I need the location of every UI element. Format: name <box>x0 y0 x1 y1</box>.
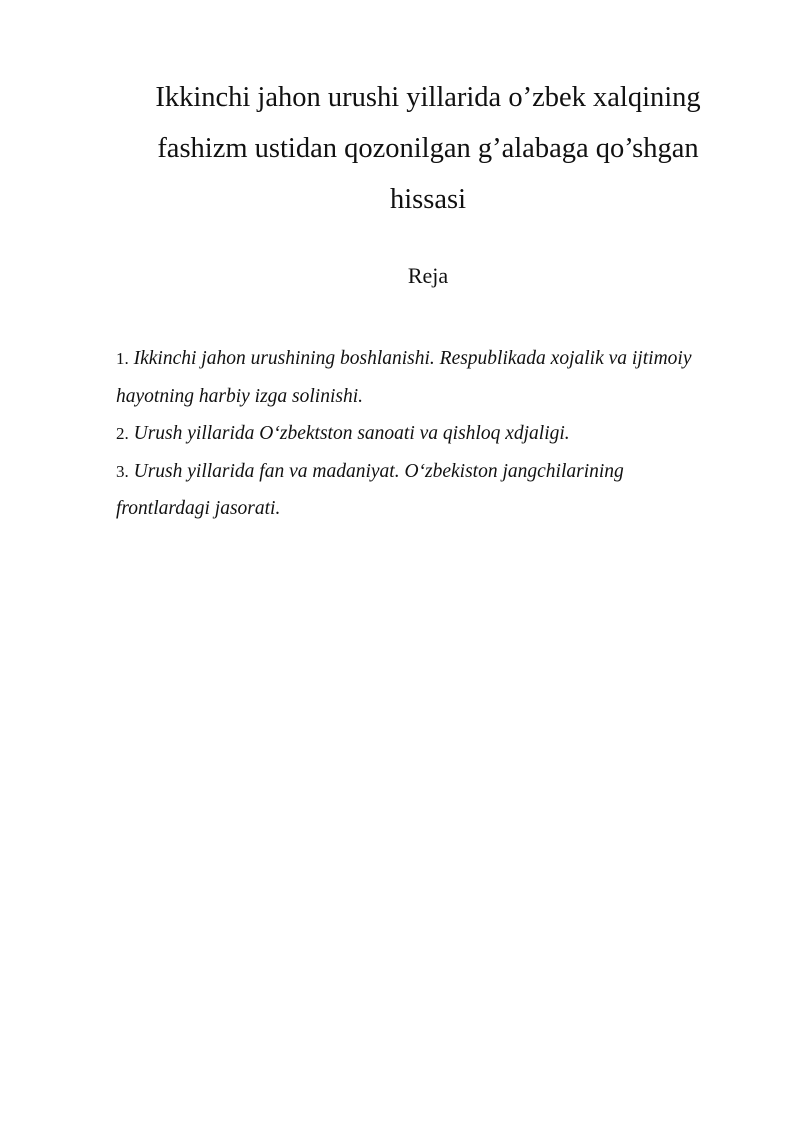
title-line-3: hissasi <box>389 184 466 215</box>
plan-item-3 <box>116 453 716 528</box>
plan-list <box>116 340 716 528</box>
plan-item-text: Urush yillarida O‘zbektston sanoati va qishloq xdjaligi. <box>133 423 570 444</box>
plan-heading: Reja <box>407 263 449 288</box>
plan-item-1 <box>116 340 716 415</box>
plan-item-2 <box>116 415 716 453</box>
plan-item-number: 3. <box>116 461 129 481</box>
plan-item-text: Ikkinchi jahon urushining boshlanishi. Respublikada xojalik va ijtimoiy hayotning harbiy izga solinishi. <box>116 348 692 407</box>
title-line-2: fashizm ustidan qozonilgan g’alabaga qo’shgan <box>157 133 699 164</box>
title-line-1: Ikkinchi jahon urushi yillarida o’zbek xalqining <box>155 82 701 113</box>
plan-item-number: 2. <box>116 424 129 443</box>
plan-item-number: 1. <box>116 349 129 368</box>
plan-item-text: Urush yillarida fan va madaniyat. O‘zbekiston jangchilarining frontlardagi jasorati. <box>116 460 624 519</box>
document-title <box>118 72 738 225</box>
